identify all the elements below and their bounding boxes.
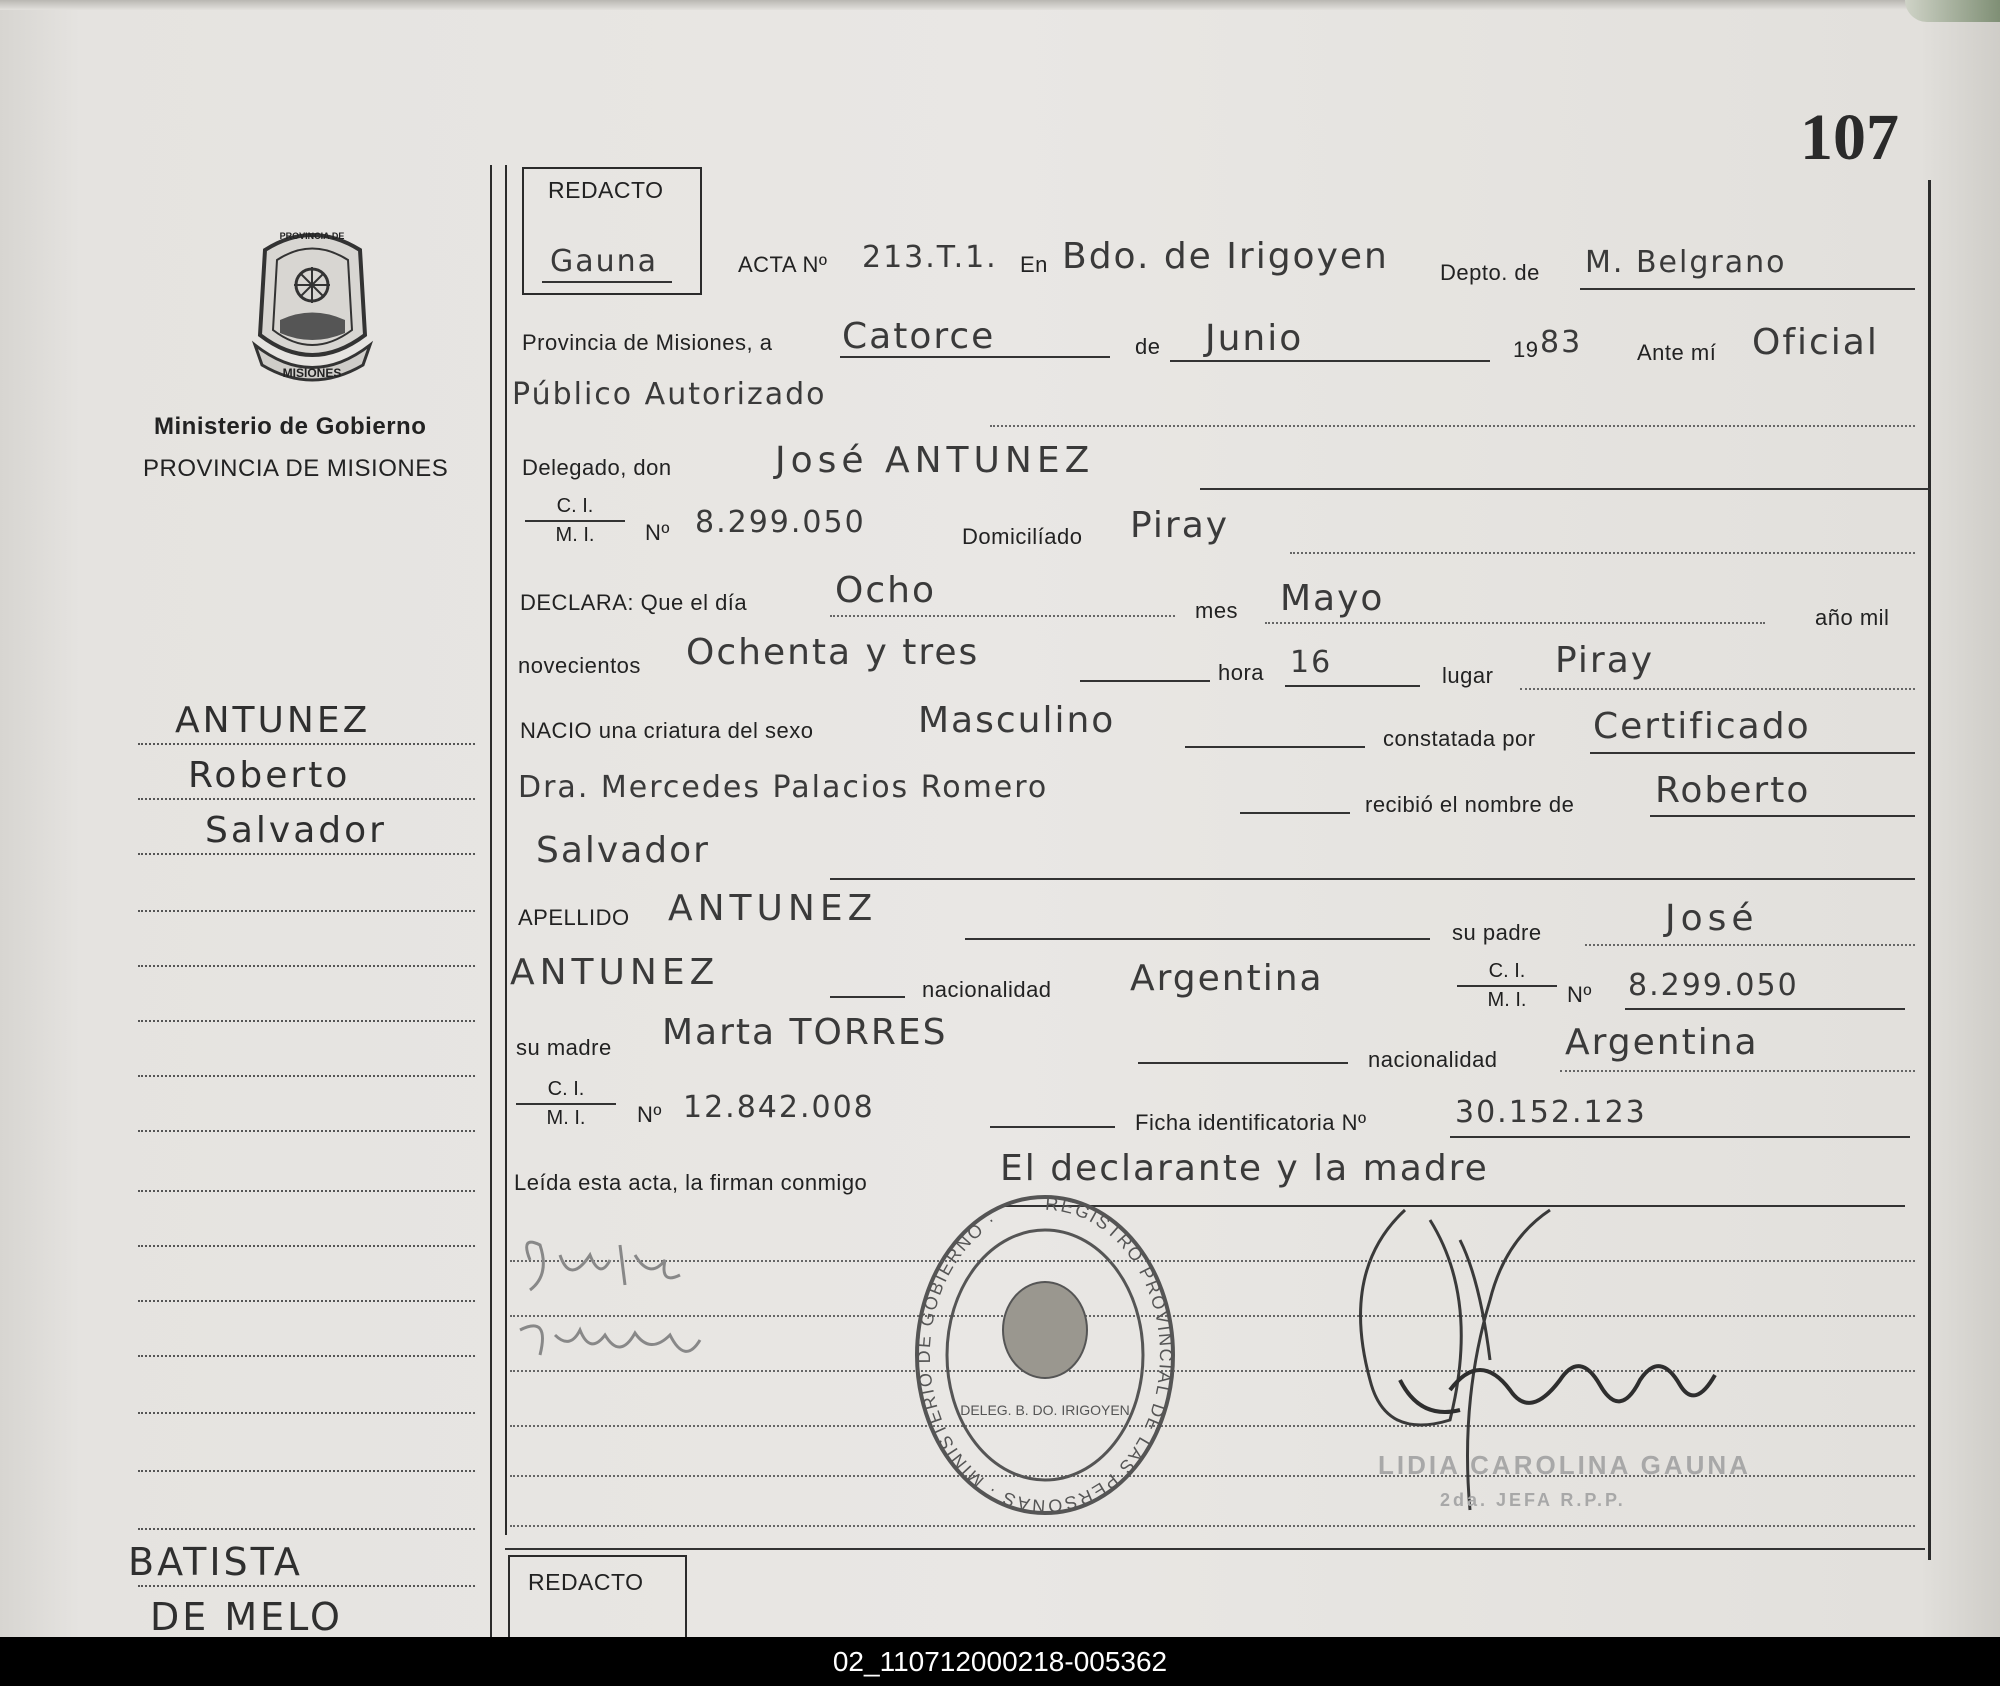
line-padre-ci	[1625, 1008, 1905, 1010]
line-anio	[1080, 680, 1210, 682]
label-depto: Depto. de	[1440, 260, 1540, 285]
label-year: 19	[1513, 337, 1539, 362]
margin-line-12	[138, 1355, 475, 1357]
apellido: ANTUNEZ	[668, 888, 878, 929]
label-en: En	[1020, 252, 1048, 277]
label-no-1: Nº	[645, 520, 670, 545]
svg-text:MISIONES: MISIONES	[282, 366, 342, 380]
line-madre	[1138, 1062, 1348, 1064]
line-delegado	[1200, 488, 1930, 490]
margin-surname: ANTUNEZ	[175, 700, 371, 741]
margin-line-10	[138, 1245, 475, 1247]
depto-value: M. Belgrano	[1585, 245, 1787, 280]
padre-2: ANTUNEZ	[510, 952, 720, 993]
label-constatada: constatada por	[1383, 726, 1536, 751]
ficha-number: 30.152.123	[1455, 1095, 1647, 1130]
line-mes	[1170, 360, 1490, 362]
acta-place: Bdo. de Irigoyen	[1062, 236, 1389, 277]
ministry-name: Ministerio de Gobierno	[154, 413, 427, 440]
signature-declarant	[510, 1215, 770, 1385]
margin-line-1	[138, 743, 475, 745]
label-declara: DECLARA: Que el día	[520, 590, 748, 615]
official-stamp-title: 2da. JEFA R.P.P.	[1440, 1490, 1626, 1510]
line-constatada	[1590, 752, 1915, 754]
label-anio-mil: año mil	[1815, 605, 1890, 630]
svg-text:REGISTRO PROVINCIAL DE LAS PER: REGISTRO PROVINCIAL DE LAS PERSONAS · MINISTERIO DE GOBIERNO ·	[913, 1193, 1176, 1517]
provincial-seal-icon	[245, 225, 380, 385]
margin-line-5	[138, 965, 475, 967]
label-no-2: Nº	[1567, 982, 1592, 1007]
label-recibio: recibió el nombre de	[1365, 792, 1575, 817]
line-sexo	[1185, 746, 1365, 748]
ci-mi-fraction-1	[525, 495, 625, 547]
ante-mi-2: Público Autorizado	[512, 377, 827, 412]
line-ficha	[1450, 1136, 1910, 1138]
line-lugar	[1520, 688, 1915, 690]
registry-seal-stamp-icon	[910, 1190, 1180, 1520]
book-cover-corner	[1905, 0, 2000, 22]
padre-ci: 8.299.050	[1628, 968, 1799, 1003]
redacto-underline	[542, 281, 672, 283]
redacto-box	[522, 167, 702, 295]
label-novecientos: novecientos	[518, 653, 641, 678]
line-nombre	[1650, 815, 1915, 817]
delegado-ci: 8.299.050	[695, 505, 866, 540]
redacto-value: Gauna	[550, 244, 659, 279]
label-ante-mi: Ante mí	[1637, 340, 1717, 365]
padre-1: José	[1665, 898, 1759, 939]
margin-line-4	[138, 910, 475, 912]
redacto-label: REDACTO	[548, 177, 664, 203]
mes-nacimiento: Mayo	[1280, 578, 1385, 619]
label-no-3: Nº	[637, 1102, 662, 1127]
line-dia	[840, 356, 1110, 358]
image-id-footer: 02_110712000218-005362	[0, 1637, 2000, 1686]
ci-label: C. I.	[556, 495, 594, 517]
label-de: de	[1135, 334, 1161, 359]
hora-nacimiento: 16	[1290, 645, 1333, 680]
page-number: 107	[1800, 101, 1899, 174]
svg-text:DELEG. B. DO. IRIGOYEN: DELEG. B. DO. IRIGOYEN	[960, 1402, 1130, 1418]
svg-text:PROVINCIA DE: PROVINCIA DE	[279, 231, 345, 241]
line-madre-ci	[990, 1126, 1115, 1128]
mi-label: M. I.	[546, 1107, 586, 1129]
label-mes: mes	[1195, 598, 1239, 623]
label-leida: Leída esta acta, la firman conmigo	[514, 1170, 868, 1195]
mi-label: M. I.	[1487, 989, 1527, 1011]
line-mes-nac	[1265, 622, 1765, 624]
margin-line-15	[138, 1528, 475, 1530]
margin-line-11	[138, 1300, 475, 1302]
year-suffix: 83	[1540, 325, 1583, 360]
line-domicilio	[1290, 552, 1915, 554]
province-name: PROVINCIA DE MISIONES	[143, 455, 449, 482]
domicilio: Piray	[1130, 505, 1230, 546]
lugar-nacimiento: Piray	[1555, 640, 1655, 681]
right-frame-rule	[1928, 180, 1931, 1560]
constatada-2: Dra. Mercedes Palacios Romero	[518, 770, 1049, 805]
label-acta: ACTA Nº	[738, 252, 828, 277]
label-domiciliado: Domicilíado	[962, 524, 1083, 549]
acta-number: 213.T.1.	[862, 240, 998, 275]
madre-nombre: Marta TORRES	[662, 1012, 948, 1053]
line-row3	[990, 425, 1915, 427]
madre-ci: 12.842.008	[683, 1090, 875, 1125]
dia-acta: Catorce	[842, 316, 996, 357]
margin-line-7	[138, 1075, 475, 1077]
sexo: Masculino	[918, 700, 1116, 741]
ci-label: C. I.	[1488, 960, 1526, 982]
margin-line-2	[138, 798, 475, 800]
official-stamp-name: LIDIA CAROLINA GAUNA	[1378, 1450, 1751, 1480]
line-constatada-2	[1240, 812, 1350, 814]
margin-name-1: Roberto	[188, 755, 351, 796]
label-delegado: Delegado, don	[522, 455, 672, 480]
signature-official	[1330, 1180, 1750, 1570]
margin-line-3	[138, 853, 475, 855]
line-padre	[1585, 944, 1915, 946]
margin-name-2: Salvador	[205, 810, 387, 851]
margin-line-14	[138, 1470, 475, 1472]
margin-line-9	[138, 1190, 475, 1192]
label-ficha: Ficha identificatoria Nº	[1135, 1110, 1367, 1135]
mes-acta: Junio	[1205, 318, 1304, 359]
margin-line-6	[138, 1020, 475, 1022]
label-su-madre: su madre	[516, 1035, 612, 1060]
nombre-1: Roberto	[1655, 770, 1811, 811]
label-lugar: lugar	[1442, 663, 1494, 688]
ci-mi-fraction-3	[516, 1078, 616, 1130]
redacto-label-2: REDACTO	[528, 1569, 644, 1595]
ante-mi-1: Oficial	[1752, 322, 1879, 363]
delegado-name: José ANTUNEZ	[775, 440, 1095, 481]
line-apellido	[965, 938, 1430, 940]
margin-line-13	[138, 1412, 475, 1414]
label-hora: hora	[1218, 660, 1265, 685]
ci-mi-fraction-2	[1457, 960, 1557, 1012]
line-madre-nac	[1560, 1070, 1915, 1072]
page-top-edge	[0, 0, 2000, 10]
redacto-box-2	[508, 1555, 687, 1637]
line-nombre-2	[830, 878, 1915, 880]
anio-nacimiento: Ochenta y tres	[686, 632, 980, 673]
padre-nacionalidad: Argentina	[1130, 958, 1324, 999]
ci-label: C. I.	[547, 1078, 585, 1100]
margin-line-16	[138, 1585, 475, 1587]
margin-line-8	[138, 1130, 475, 1132]
margin-rule-inner	[505, 165, 507, 1535]
line-dia-nac	[830, 615, 1175, 617]
margin-bottom-1: BATISTA	[128, 1540, 303, 1584]
madre-nacionalidad: Argentina	[1565, 1022, 1759, 1063]
nombre-2: Salvador	[536, 830, 710, 871]
label-provincia: Provincia de Misiones, a	[522, 330, 773, 355]
margin-rule	[490, 165, 492, 1637]
label-nacio: NACIO una criatura del sexo	[520, 718, 814, 743]
constatada-1: Certificado	[1593, 706, 1811, 747]
line-row1	[1580, 288, 1915, 290]
label-nacionalidad-madre: nacionalidad	[1368, 1047, 1498, 1072]
mi-label: M. I.	[555, 524, 595, 546]
line-hora	[1285, 685, 1420, 687]
margin-bottom-2: DE MELO	[150, 1595, 343, 1637]
firman-value: El declarante y la madre	[1000, 1148, 1489, 1189]
label-apellido: APELLIDO	[518, 905, 630, 930]
label-su-padre: su padre	[1452, 920, 1542, 945]
label-nacionalidad-padre: nacionalidad	[922, 977, 1052, 1002]
line-padre-2	[830, 996, 905, 998]
dia-nacimiento: Ocho	[835, 570, 936, 611]
